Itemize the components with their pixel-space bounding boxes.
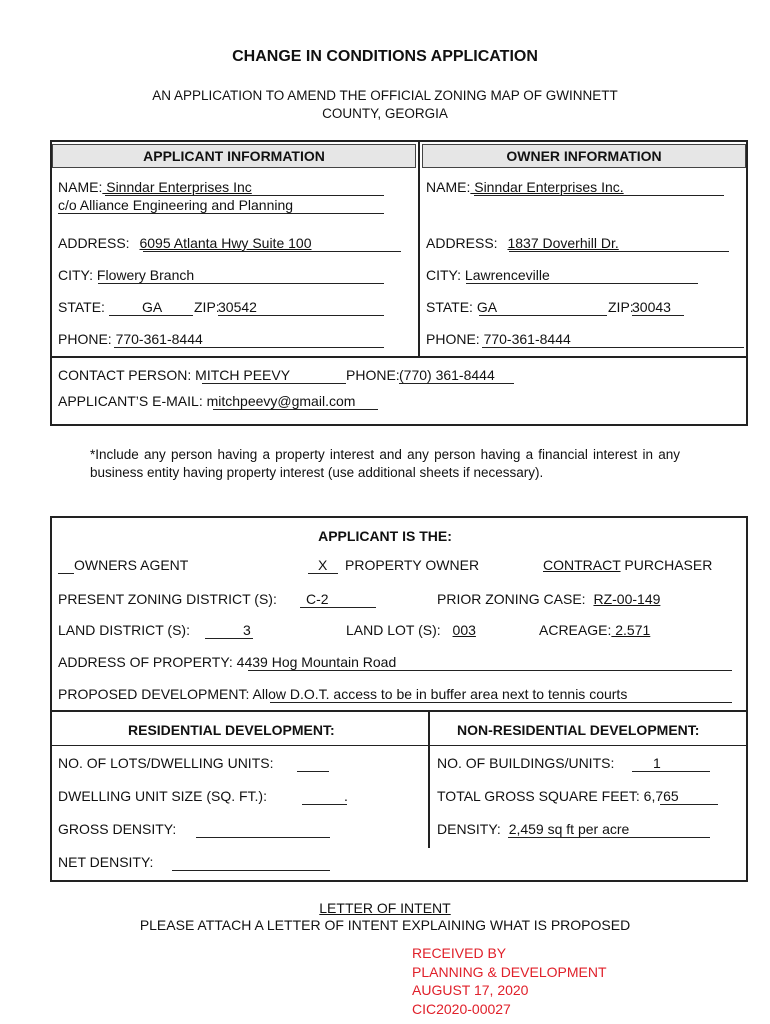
applicant-state-label: STATE:	[58, 299, 105, 315]
buildings-label: NO. OF BUILDINGS/UNITS:	[437, 755, 615, 771]
stamp-line-3: AUGUST 17, 2020	[412, 982, 529, 998]
contact-phone-field[interactable]: (770) 361-8444	[399, 367, 495, 383]
land-lot-label: LAND LOT (S):	[346, 622, 441, 638]
net-density-underline	[172, 870, 330, 871]
owners-agent-label: OWNERS AGENT	[74, 557, 189, 573]
land-district-row	[58, 622, 251, 638]
owner-address-underline	[509, 251, 729, 252]
prior-zoning-label: PRIOR ZONING CASE:	[437, 591, 586, 607]
present-zoning-underline	[300, 607, 376, 608]
land-district-underline	[205, 638, 253, 639]
lots-underline	[297, 771, 329, 772]
email-field[interactable]: mitchpeevy@gmail.com	[202, 393, 356, 409]
unit-size-label: DWELLING UNIT SIZE (SQ. FT.):	[58, 788, 267, 804]
present-zoning-label: PRESENT ZONING DISTRICT (S):	[58, 591, 277, 607]
owner-city-label: CITY:	[426, 267, 462, 283]
development-divider	[428, 710, 430, 848]
land-district-field[interactable]: 3	[243, 622, 251, 638]
letter-of-intent-title: LETTER OF INTENT	[319, 900, 451, 916]
gross-sqft-field[interactable]: 6,765	[639, 788, 679, 804]
contact-phone-underline	[399, 383, 514, 384]
owner-address-label: ADDRESS:	[426, 235, 498, 251]
applicant-name-line-2-underline	[58, 213, 384, 214]
owners-agent-blank	[58, 573, 74, 574]
applicant-name-underline	[105, 195, 384, 196]
email-label: APPLICANT’S E-MAIL:	[58, 393, 203, 409]
owner-city-field[interactable]: Lawrenceville	[461, 267, 550, 283]
buildings-row	[437, 755, 661, 771]
owner-phone-field[interactable]: 770-361-8444	[479, 331, 571, 347]
contract-purchaser-label-rest: PURCHASER	[620, 557, 713, 573]
contract-purchaser-option[interactable]	[543, 557, 712, 573]
lots-label: NO. OF LOTS/DWELLING UNITS:	[58, 755, 274, 771]
gross-sqft-row	[437, 788, 679, 804]
contract-purchaser-label: CONTRACT	[543, 557, 621, 573]
land-lot-field[interactable]: 003	[452, 622, 476, 638]
applicant-zip-label: ZIP:	[194, 299, 220, 315]
owner-state-label: STATE:	[426, 299, 473, 315]
subtitle-line-2: COUNTY, GEORGIA	[322, 106, 448, 121]
stamp-line-2: PLANNING & DEVELOPMENT	[412, 963, 607, 980]
contact-person-label: CONTACT PERSON:	[58, 367, 192, 383]
applicant-owner-divider	[418, 140, 420, 358]
applicant-phone-underline	[114, 347, 384, 348]
owner-city-row	[426, 267, 550, 283]
present-zoning-row	[58, 591, 329, 607]
applicant-phone-row	[58, 331, 203, 347]
owner-name-row	[426, 179, 624, 195]
gross-sqft-label: TOTAL GROSS SQUARE FEET:	[437, 788, 640, 804]
stamp-line-4: CIC2020-00027	[412, 1000, 511, 1017]
applicant-city-row	[58, 267, 194, 283]
owner-phone-underline	[482, 347, 744, 348]
owner-zip-field[interactable]: 30043	[632, 299, 671, 315]
owner-city-underline	[466, 283, 698, 284]
acreage-row	[539, 622, 650, 638]
applicant-name-field[interactable]: Sinndar Enterprises Inc	[102, 179, 252, 195]
unit-size-row	[58, 788, 267, 804]
acreage-label: ACREAGE:	[539, 622, 612, 638]
owner-information-header: OWNER INFORMATION	[422, 144, 746, 168]
subtitle-line-1: AN APPLICATION TO AMEND THE OFFICIAL ZONING MAP OF GWINNETT	[152, 88, 618, 103]
contact-person-field[interactable]: MITCH PEEVY	[191, 367, 291, 383]
land-district-label: LAND DISTRICT (S):	[58, 622, 190, 638]
applicant-phone-label: PHONE:	[58, 331, 112, 347]
gross-density-row	[58, 821, 176, 837]
proposed-development-row	[58, 686, 627, 702]
prior-zoning-field[interactable]: RZ-00-149	[593, 591, 661, 607]
proposed-development-underline	[270, 702, 732, 703]
gross-density-label: GROSS DENSITY:	[58, 821, 177, 837]
applicant-is-header: APPLICANT IS THE:	[318, 528, 452, 544]
property-owner-blank	[308, 573, 338, 574]
proposed-development-field[interactable]: Allow D.O.T. access to be in buffer area next to tennis courts	[249, 686, 628, 702]
net-density-row	[58, 854, 153, 870]
buildings-field[interactable]: 1	[653, 755, 661, 771]
prior-zoning-row	[437, 591, 660, 607]
interest-note: *Include any person having a property interest and any person having a financial interest in any business entity having property interest (use additional sheets if necessary).	[90, 447, 680, 480]
owner-state-underline	[479, 315, 607, 316]
applicant-address-label: ADDRESS:	[58, 235, 130, 251]
applicant-city-field[interactable]: Flowery Branch	[93, 267, 195, 283]
owner-phone-row	[426, 331, 571, 347]
property-address-field[interactable]: 4439 Hog Mountain Road	[232, 654, 397, 670]
applicant-type-section	[50, 516, 748, 712]
contact-email-row	[58, 393, 355, 409]
property-owner-label: PROPERTY OWNER	[345, 557, 480, 573]
development-header-rule	[52, 745, 746, 746]
owner-state-row	[426, 299, 671, 315]
page-subtitle	[0, 87, 770, 123]
buildings-underline	[632, 771, 710, 772]
non-residential-header: NON-RESIDENTIAL DEVELOPMENT:	[457, 722, 700, 738]
gross-sqft-underline	[660, 804, 718, 805]
density-field[interactable]: 2,459 sq ft per acre	[508, 821, 630, 837]
applicant-address-underline	[143, 251, 401, 252]
property-address-label: ADDRESS OF PROPERTY:	[58, 654, 233, 670]
contact-person-row	[58, 367, 495, 383]
applicant-state-underline	[109, 315, 193, 316]
land-lot-row	[346, 622, 476, 638]
applicant-phone-field[interactable]: 770-361-8444	[111, 331, 203, 347]
property-owner-mark: X	[318, 557, 328, 573]
applicant-information-header: APPLICANT INFORMATION	[52, 144, 416, 168]
owner-state-field[interactable]: GA	[472, 299, 498, 315]
applicant-address-row	[58, 235, 311, 251]
property-address-underline	[248, 670, 732, 671]
owner-name-underline	[474, 195, 724, 196]
owner-zip-underline	[632, 315, 684, 316]
owner-address-row	[426, 235, 619, 251]
net-density-label: NET DENSITY:	[58, 854, 154, 870]
applicant-state-row	[58, 299, 257, 315]
contact-person-underline	[202, 383, 346, 384]
unit-size-underline	[302, 804, 347, 805]
gross-density-underline	[196, 837, 330, 838]
received-stamp	[412, 944, 607, 1018]
applicant-zip-underline	[218, 315, 384, 316]
owner-address-field[interactable]: 1837 Doverhill Dr.	[507, 235, 619, 251]
owner-zip-label: ZIP:	[608, 299, 634, 315]
density-underline	[508, 837, 710, 838]
unit-size-period: .	[344, 788, 348, 804]
owner-phone-label: PHONE:	[426, 331, 480, 347]
proposed-development-label: PROPOSED DEVELOPMENT:	[58, 686, 250, 702]
applicant-name-label: NAME:	[58, 179, 103, 195]
density-label: DENSITY:	[437, 821, 501, 837]
present-zoning-field[interactable]: C-2	[306, 591, 329, 607]
owner-name-label: NAME:	[426, 179, 471, 195]
applicant-address-field[interactable]: 6095 Atlanta Hwy Suite 100	[139, 235, 312, 251]
applicant-city-label: CITY:	[58, 267, 94, 283]
stamp-line-1: RECEIVED BY	[412, 945, 507, 961]
applicant-name-row	[58, 179, 252, 195]
applicant-state-field[interactable]: GA	[142, 299, 163, 315]
density-row	[437, 821, 629, 837]
residential-header: RESIDENTIAL DEVELOPMENT:	[128, 722, 335, 738]
page-title: CHANGE IN CONDITIONS APPLICATION	[232, 48, 538, 65]
applicant-name-line-2[interactable]: c/o Alliance Engineering and Planning	[58, 197, 294, 213]
letter-of-intent-instruction: PLEASE ATTACH A LETTER OF INTENT EXPLAINING WHAT IS PROPOSED	[139, 917, 631, 933]
property-address-row	[58, 654, 396, 670]
applicant-zip-field[interactable]: 30542	[218, 299, 257, 315]
acreage-field[interactable]: 2.571	[611, 622, 651, 638]
email-underline	[213, 409, 378, 410]
contact-phone-label: PHONE:	[346, 367, 400, 383]
applicant-city-underline	[98, 283, 384, 284]
owner-name-field[interactable]: Sinndar Enterprises Inc.	[470, 179, 624, 195]
lots-row	[58, 755, 273, 771]
